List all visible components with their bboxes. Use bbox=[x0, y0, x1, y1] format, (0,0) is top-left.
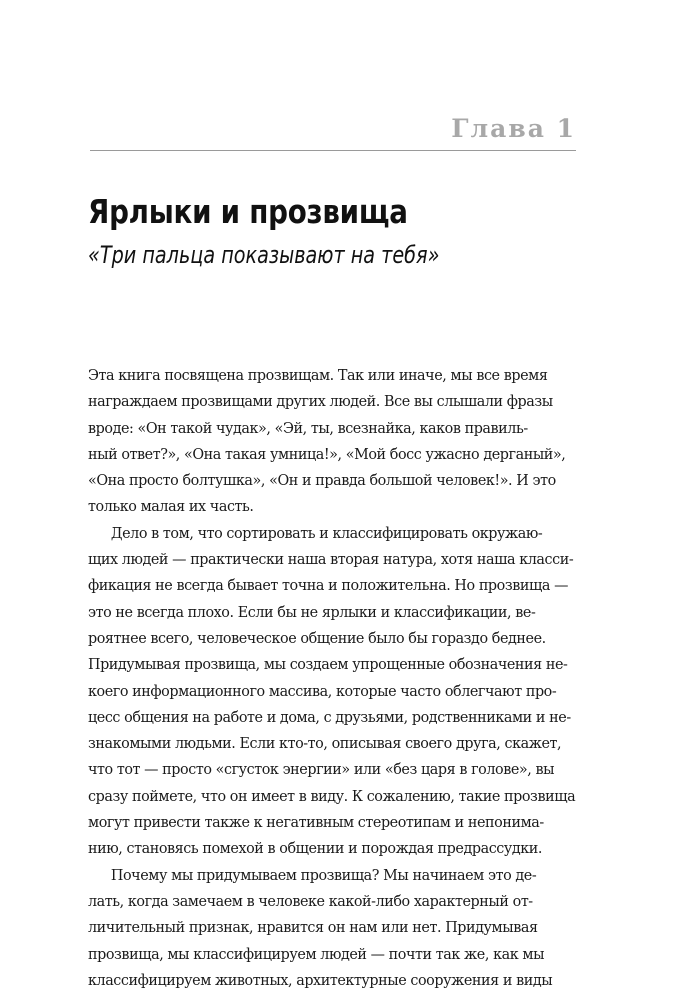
text-line: фикация не всегда бывает точна и положительна. Но прозвища — bbox=[88, 576, 569, 595]
body-text bbox=[88, 362, 575, 993]
text-line: личительный признак, нравится он нам или нет. Придумывая bbox=[88, 918, 538, 937]
text-line: коего информационного массива, которые часто облегчают про- bbox=[88, 681, 557, 700]
text-line: цесс общения на работе и дома, с друзьями, родственниками и не- bbox=[88, 707, 571, 726]
text-line: классифицируем животных, архитектурные сооружения и виды bbox=[88, 970, 553, 989]
chapter-label: Глава 1 bbox=[451, 114, 576, 143]
chapter-title: Ярлыки и прозвища bbox=[88, 192, 408, 231]
text-line: сразу поймете, что он имеет в виду. К сожалению, такие прозвища bbox=[88, 786, 576, 805]
text-line: прозвища, мы классифицируем людей — почти так же, как мы bbox=[88, 944, 545, 963]
chapter-divider bbox=[90, 150, 576, 151]
text-line: Почему мы придумываем прозвища? Мы начинаем это де- bbox=[110, 865, 537, 884]
text-line: могут привести также к негативным стереотипам и непонима- bbox=[88, 813, 544, 832]
chapter-subtitle: «Три пальца показывают на тебя» bbox=[88, 241, 440, 269]
text-line: только малая их часть. bbox=[88, 497, 254, 516]
text-line: роятнее всего, человеческое общение было бы гораздо беднее. bbox=[88, 628, 546, 647]
text-line: Дело в том, что сортировать и классифицировать окружаю- bbox=[110, 523, 543, 542]
text-line: «Она просто болтушка», «Он и правда большой человек!». И это bbox=[88, 471, 556, 490]
text-line: вроде: «Он такой чудак», «Эй, ты, всезнайка, каков правиль- bbox=[88, 418, 528, 437]
text-line: Эта книга посвящена прозвищам. Так или иначе, мы все время bbox=[88, 366, 548, 384]
text-line: это не всегда плохо. Если бы не ярлыки и классификации, ве- bbox=[88, 602, 536, 621]
text-line: ный ответ?», «Она такая умница!», «Мой босс ужасно дерганый», bbox=[88, 444, 566, 463]
text-line: что тот — просто «сгусток энергии» или «без царя в голове», вы bbox=[88, 760, 555, 779]
text-line: знакомыми людьми. Если кто-то, описывая своего друга, скажет, bbox=[88, 734, 562, 753]
text-line: Придумывая прозвища, мы создаем упрощенные обозначения не- bbox=[88, 655, 568, 674]
text-line: награждаем прозвищами других людей. Все вы слышали фразы bbox=[88, 392, 553, 411]
text-line: щих людей — практически наша вторая натура, хотя наша класси- bbox=[88, 550, 574, 569]
text-line: нию, становясь помехой в общении и порождая предрассудки. bbox=[88, 839, 543, 858]
text-line: лать, когда замечаем в человеке какой-либо характерный от- bbox=[88, 891, 533, 910]
